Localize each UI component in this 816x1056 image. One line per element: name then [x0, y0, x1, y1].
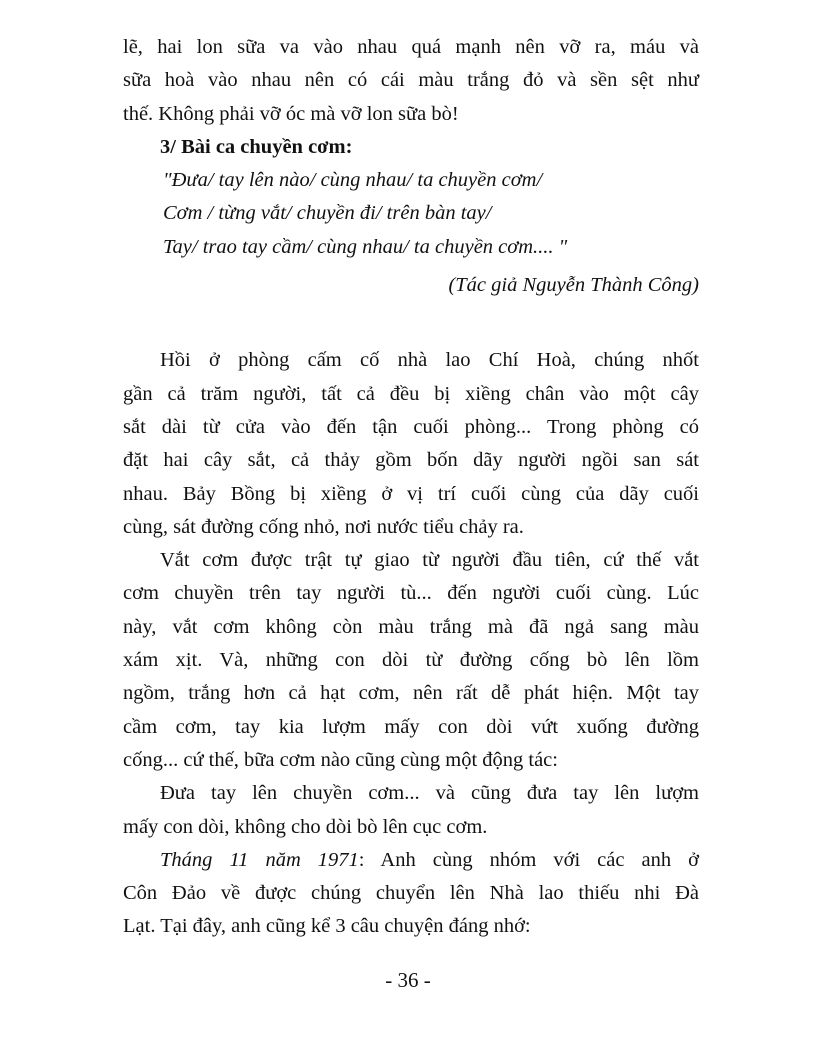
- paragraph-4: [123, 777, 699, 844]
- text-line: xám xịt. Và, những con dòi từ đường cống bò lên lồm: [123, 649, 699, 672]
- paragraph-3: [123, 544, 699, 777]
- date-label: Tháng 11 năm 1971: [160, 848, 359, 871]
- text-line: sắt dài từ cửa vào đến tận cuối phòng... Trong phòng có: [123, 415, 699, 438]
- text-line: Lạt. Tại đây, anh cũng kể 3 câu chuyện đáng nhớ:: [123, 915, 531, 938]
- text-line: Đưa tay lên chuyền cơm... và cũng đưa tay lên lượm: [160, 782, 699, 805]
- page-number: - 36 -: [385, 968, 431, 992]
- text-line: nhau. Bảy Bồng bị xiềng ở vị trí cuối cùng của dãy cuối: [123, 482, 699, 505]
- page-body: [123, 31, 699, 944]
- text-line: lẽ, hai lon sữa va vào nhau quá mạnh nên vỡ ra, máu và: [123, 36, 699, 58]
- text-line: Hồi ở phòng cấm cố nhà lao Chí Hoà, chúng nhốt: [160, 349, 699, 372]
- poem-line: Tay/ trao tay cầm/ cùng nhau/ ta chuyền cơm.... ": [163, 235, 568, 258]
- text-line: Côn Đảo về được chúng chuyển lên Nhà lao thiếu nhi Đà: [123, 882, 699, 905]
- text-line: này, vắt cơm không còn màu trắng mà đã ngả sang màu: [123, 615, 699, 638]
- poem-line: "Đưa/ tay lên nào/ cùng nhau/ ta chuyền cơm/: [163, 169, 543, 192]
- text-line: [123, 844, 699, 877]
- text-line: Vắt cơm được trật tự giao từ người đầu tiên, cứ thế vắt: [160, 549, 699, 572]
- text-fragment: : Anh cùng nhóm với các anh ở: [358, 848, 699, 871]
- text-line: cơm chuyền trên tay người tù... đến người cuối cùng. Lúc: [123, 582, 699, 605]
- poem: [123, 164, 699, 264]
- text-line: cùng, sát đường cống nhỏ, nơi nước tiểu chảy ra.: [123, 515, 524, 538]
- text-line: thế. Không phải vỡ óc mà vỡ lon sữa bò!: [123, 102, 459, 125]
- text-line: cống... cứ thế, bữa cơm nào cũng cùng một động tác:: [123, 748, 558, 771]
- poem-line: Cơm / từng vắt/ chuyền đi/ trên bàn tay/: [163, 202, 492, 225]
- text-line: gần cả trăm người, tất cả đều bị xiềng chân vào một cây: [123, 382, 699, 405]
- text-line: đặt hai cây sắt, cả thảy gồm bốn dãy người ngồi san sát: [123, 449, 699, 472]
- text-line: sữa hoà vào nhau nên có cái màu trắng đỏ và sền sệt như: [123, 69, 699, 92]
- paragraph-1: [123, 31, 699, 131]
- poem-author: (Tác giả Nguyễn Thành Công): [448, 274, 699, 297]
- text-line: mấy con dòi, không cho dòi bò lên cục cơm.: [123, 815, 488, 838]
- text-line: ngồm, trắng hơn cả hạt cơm, nên rất dễ phát hiện. Một tay: [123, 682, 699, 705]
- paragraph-2: [123, 344, 699, 544]
- text-line: cầm cơm, tay kia lượm mấy con dòi vứt xuống đường: [123, 715, 699, 738]
- section-heading: 3/ Bài ca chuyền cơm:: [160, 135, 353, 158]
- paragraph-5: [123, 844, 699, 944]
